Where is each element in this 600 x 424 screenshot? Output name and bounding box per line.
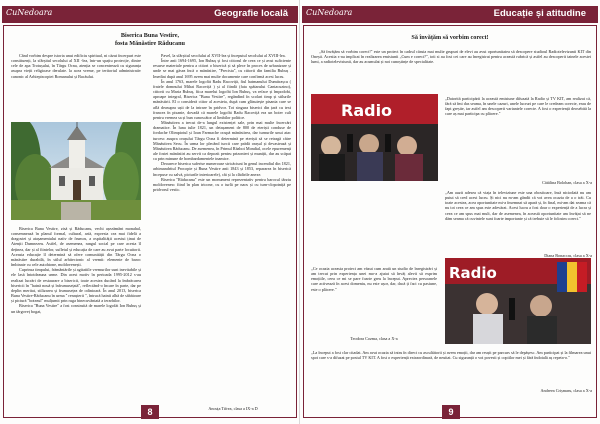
page-number: 9	[442, 405, 460, 419]
article-title-line1: Biserica Buna Vestire,	[120, 32, 180, 39]
article-title-line2: fosta Mănăstire Răducanu	[114, 40, 185, 47]
radio-studio-photo-2	[445, 258, 591, 344]
svg-text:Radio: Radio	[341, 101, 393, 120]
left-column-2	[153, 53, 291, 403]
paragraph: „Să învățăm să vorbim corect!" este un proiect în cadrul căruia mai multe grupuri de elevi au avut oportunitatea să descopere studioul Radiotelevizunii KIT din Onești. Acestia s-au implicat în realizarea emisiunii „Cum e corect?", toti si au fost cei care au înregistrat pentru această rubrică și astfel au descoperit tainele acestei lumi, a radiotelevisiunii, dar au acumulat și noi cunoștințe de specialitate.	[311, 49, 591, 65]
left-column-1-bottom	[11, 226, 141, 412]
section-title: Geografie locală	[214, 8, 288, 19]
studio-image	[311, 94, 438, 181]
article-title: Să învățăm să vorbim corect!	[411, 34, 489, 41]
paragraph: Deoarece biserica suferise numeroase stricăciuni în genul incendiul din 1821, arhimandritul Procopie și Buna Vestire anii 1843 și 1853, repararea în biserică începuse cu salvă, picturile interioarele), cât și la clădirile anexe.	[153, 161, 291, 177]
paragraph: Pavel, la sfârșitul secolului al XVII-lea și începutul secolului al XVIII-lea.	[161, 53, 286, 58]
quote-text: „La început a fost clar citadat. Am avut ocazia să intru în direct cu ascultătorii și avem emoții, dar am reușit pe parcurs să le depășesc. Am participat și la filmarea unui spot care s-a difuzat pe postul TV KIT. A fost o experiență extraordinară, de neuitat. Cu siguranță o voi povesti și copiilor mei și fără îndoială aș repeta-o."	[311, 350, 591, 361]
right-page	[300, 0, 600, 424]
right-header-banner	[302, 6, 598, 23]
quote-author-4: Andreea Crișmaru, clasa a X-a	[540, 388, 592, 393]
student-quote-3	[311, 266, 437, 328]
student-quote-1	[445, 96, 591, 180]
paragraph: Biserica "Buna Vestire" a fost construită de marele logofăt Ion Bubuș și un târgoveț bogat,	[11, 303, 141, 314]
article-title	[40, 32, 260, 48]
section-title: Educație și atitudine	[493, 8, 586, 19]
paragraph: În anul 1763, marele logofăt Radu Racoviță, fiul hatmanului Dumitrașcu ( fratele domnului Mihai Racoviță ) și al fiindă (fata spătarului Cantacuzino), ctitorii cu Maria Bubuș, fiica marelui logofăt Ion Bubuș, va reface și împodobi, aproape integral, Biserica "Buna Vestire", regândind în scolari timp și stilurile mănăstirii. El o consideră ctitor al acesteia, după cum glăsuiește pisania care se află deasupra ușii de la intrare în pridvor. Tot singura biserici din țară cu text francez în pisanie, dovadă că marele logofăt Radu Racoviță era un boier cult pentru vremea sa și bun cunoscător al limbilor politice.	[153, 78, 291, 120]
student-quote-2	[445, 190, 591, 238]
church-photo	[11, 122, 141, 220]
paragraph: Între anii 1694-1695, Ion Bubuș și fost ctitorul de ceea ce și avut suficiente resurse materiale pentru a ctitori o biserică și să plece în proces de urbanizare și unde se mai găsea încă o mănăstire, "Precista", cu ctitorii din familia Bubuș . Imediat după anul 1695 avem mai multe documente care confirmă acest lucru.	[153, 58, 291, 79]
left-header-banner	[2, 6, 298, 23]
quote-author-1: Cătălina Bolohan, clasa a X-a	[542, 180, 592, 185]
church-image	[11, 122, 141, 220]
quote-text: „Am auzit adesea că viața în televiziune este una obositoare, însă niciodată nu am putut să cred acest lucru. Și nici nu m-am gândit că voi avea ocazia de a o trăi. Cu toate acestea, acea oportunitate mi-a însemnat să apară și, în final, mi-am dat seama că nu tot ceea ce am spus este adevărat. Acest lucru a fost doar o experiență de a lucra și ceea ce am spus mai mult, dar de asemenea, în această oportunitate am învățat să ne dăm seama că cuvintele sunt foarte importante și că trebuie să le folosim corect."	[445, 190, 591, 221]
quote-author-2: Diana Bonaccas, clasa a X-a	[544, 253, 592, 258]
paragraph: Biserica "Răducanu" este un monument reprezentativ pentru barocul târziu moldovenesc fiind în plan tricone, cu o turlă pe naos și cu turn-clopotniță pe pridvorul vestic.	[153, 176, 291, 193]
quote-text: „Datorită participării la această emisiune difuzată la Radio și TV KIT, am realizat că, fără să îmi das seama, în unele cazuri, unele lucruri pe care le credeam corecte, erau de fapt greșite, iar astfel am descoperit variantele corecte. A fost o experiență deosebită la care aș mai participa cu plăcere."	[445, 96, 591, 117]
studio-image	[445, 258, 591, 344]
paragraph: Mănăstirea a trecut de-a lungul existenței sale, prin mai multe încercări dramatice. În luna iulie 1821, un detașament de 800 de eteriști conduse de fordache Olimpiotul și Ioan Farmache ocupă mănăstirea, dar turnurile unui atac turcesc asupra orașului Târgu Ocna îi determină pe eteriști să se retragă către Mănăstirea Secu. În urma lor plecând turcii care prădă orașul și devastează și Mănăstirea Răducanu. De asemenea, în Primul Război Mondial, ocele epuremenți ale fostei mănăstiri au servit ca depozit pentru prizonieri și muniții, dar au scăpat ca prin minune de bombardamentele inamice.	[153, 120, 291, 162]
left-column-1-top	[11, 53, 141, 120]
student-quote-4	[311, 350, 591, 382]
magazine-logo: CuNedoara	[306, 8, 353, 17]
article-signature: Ancuța Tifrea, clasa a IX-a D	[208, 406, 258, 411]
radio-studio-photo-1	[311, 94, 438, 181]
paragraph: Cuprinsa timpului, frământările și agitatiile vremurilor sunt inevitabile și ele lasă întotdeauna urme. Din acest motiv în perioada 1995-2012 s-au realizat lucrări de restaurare a bisericii, toate acestea ducând la îmbrăcarea bisericii în "haină nouă și înfrumusețată", reflectând-o încare în parte, dar pe deplin meritat, stilizarea și frumusețea de odinioară. În anul 2013, biserica Buna Vestire-Răducanu în urma " renașterii ", întrucă hainii albă de săbătoare și pictură "botezul" mulțumit prin ruga binecuvântată a ierarhilor.	[11, 267, 141, 304]
magazine-logo: CuNedoara	[6, 8, 53, 17]
quote-text: „Ce ocazia aceasta proiect am văzut cum arată un studio de înregistrări și am trecut prin experiența unei mo-a ajutat să învăț alevii să exprim emoțiile, ceea ce mi se pare foarte greu la început. Apreciez persoanele care activează în acest domeniu, nu este ușor, dar, dacă ți faci cu pasiune, este o plăcere."	[311, 266, 437, 292]
quote-author-3: Teodora Cozma, clasa a X-a	[350, 336, 398, 341]
paragraph: Biserica Buna Vestire, zisă și Răducanu, vechi așezământ monahal, consemnează în planul formal, cultural, artă, expresia cea mai fidelă a dragostei și atașamentului nativ de frumos, a ospitalității acestui ținut de Atenții Dumnezeu. Astfel, de asemenea, rangul social pe care acesta îl deținea, dar și al fiintelor, sufletul și educația de care au avut parte locuitorii. Aceasta educație îl determină să ofere comunității din Târgu Ocna o mănăstire durabilă, în stilul arhitectonic al vremii: elemente de baroc îmbinate cu cele autohtone, moldovenești.	[11, 226, 141, 268]
page-number: 8	[141, 405, 159, 419]
paragraph: Când vorbim despre istoria unui edificiu spiritual, ni căzut încerpuri este constituenți, la sfârșitul secolului al XII -lea, într-un spațiu protecție, dintre cele de apa Trotușului, în Târgu Ocna, atenția se concentrează cu siguranța asupra vieții religioase derulate. la acea vreme, pe teritoriul administrativ canonic al Arhiepiscopiei Romanului și Bacăului.	[11, 53, 141, 79]
intro-text	[311, 49, 591, 89]
svg-text:Radio: Radio	[449, 264, 497, 282]
